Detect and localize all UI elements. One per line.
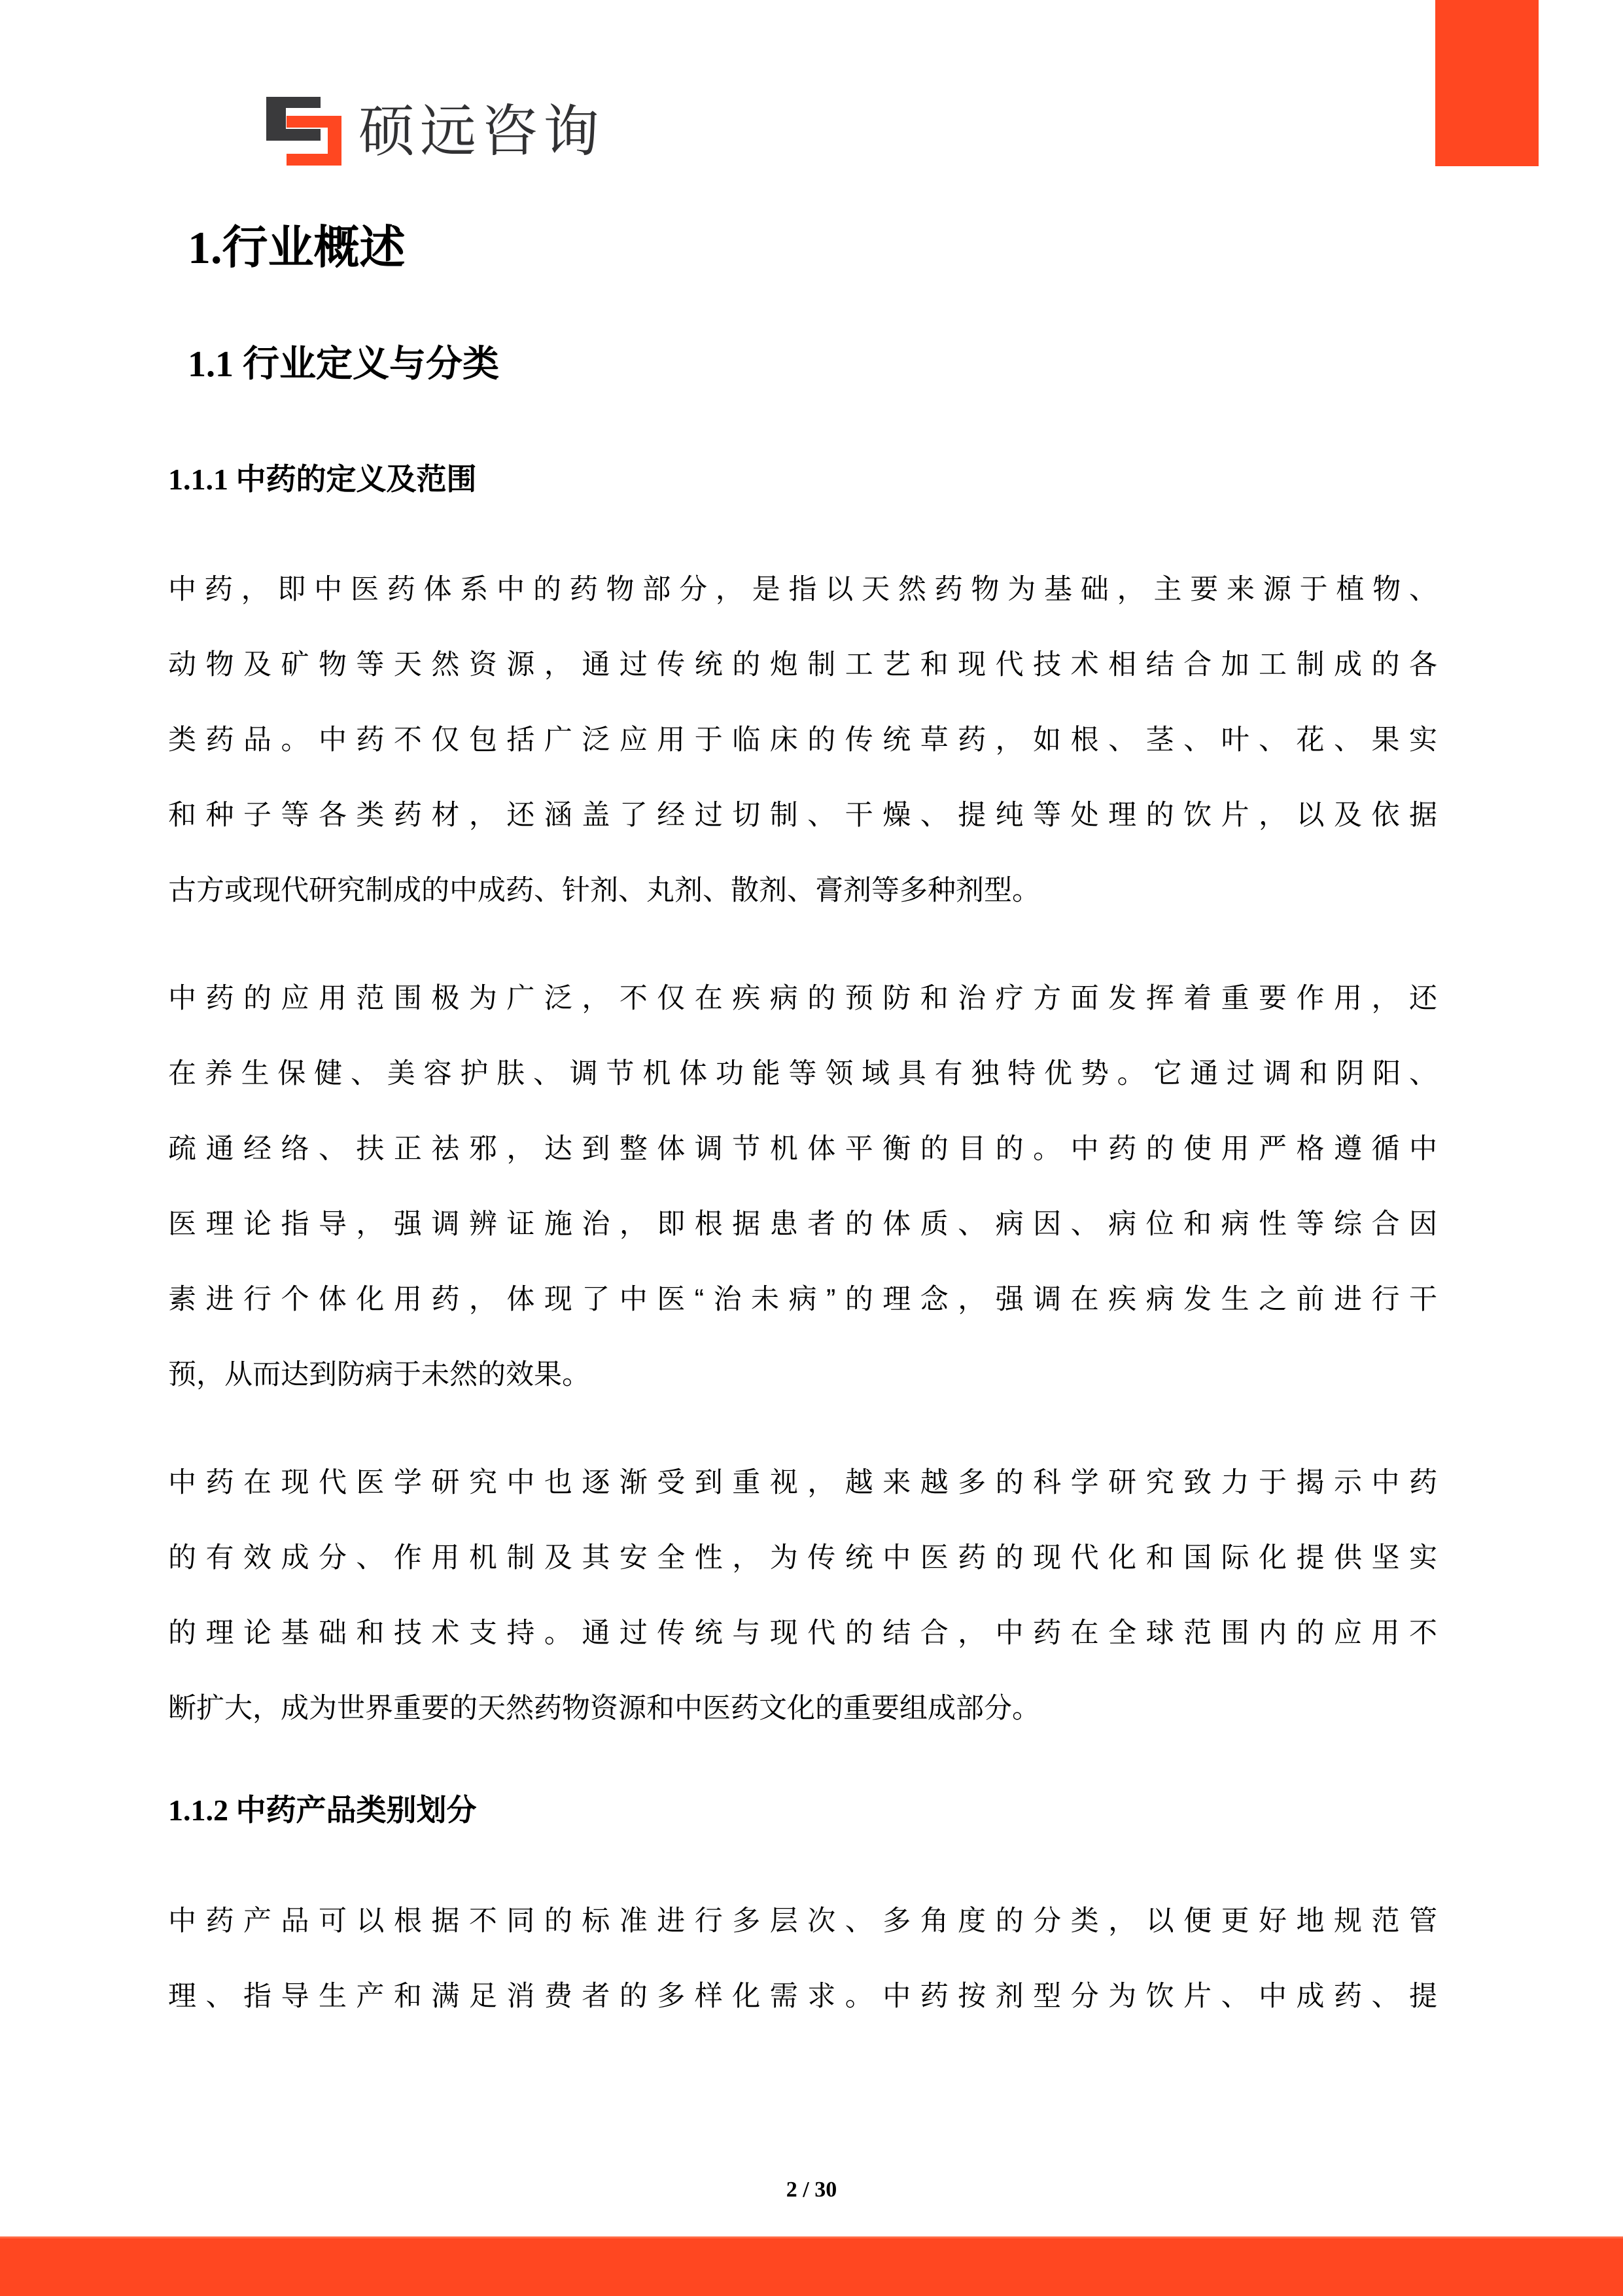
text-line: 的理论基础和技术支持。通过传统与现代的结合，中药在全球范围内的应用不	[168, 1617, 1437, 1649]
section-heading-1-1	[188, 343, 499, 385]
page-number: 2 / 30	[786, 2178, 837, 2202]
section-heading-1-1-2	[168, 1792, 477, 1829]
heading-number: 1.	[188, 223, 222, 274]
text-line: 和种子等各类药材，还涵盖了经过切制、干燥、提纯等处理的饮片，以及依据	[168, 800, 1437, 831]
heading-text: 行业定义与分类	[243, 343, 499, 384]
logo-orange-bracket-shape	[287, 116, 341, 166]
heading-text: 行业概述	[222, 222, 406, 273]
text-line: 医理论指导，强调辨证施治，即根据患者的体质、病因、病位和病性等综合因	[168, 1209, 1437, 1240]
section-heading-1-1-1	[168, 461, 477, 498]
text-line: 素进行个体化用药，体现了中医“治未病”的理念，强调在疾病发生之前进行干	[168, 1284, 1437, 1315]
heading-number: 1.1.2	[168, 1793, 236, 1827]
text-line: 动物及矿物等天然资源，通过传统的炮制工艺和现代技术相结合加工制成的各	[168, 649, 1437, 680]
heading-text: 中药的定义及范围	[236, 462, 477, 496]
text-line: 预，从而达到防病于未然的效果。	[168, 1359, 590, 1390]
text-line: 疏通经络、扶正祛邪，达到整体调节机体平衡的目的。中药的使用严格遵循中	[168, 1133, 1437, 1165]
paragraph-1	[168, 552, 1437, 928]
section-heading-1	[188, 221, 406, 275]
paragraph-2	[168, 961, 1437, 1413]
text-line: 类药品。中药不仅包括广泛应用于临床的传统草药，如根、茎、叶、花、果实	[168, 724, 1437, 756]
footer-accent-band	[0, 2236, 1623, 2296]
text-line: 理、指导生产和满足消费者的多样化需求。中药按剂型分为饮片、中成药、提	[168, 1981, 1437, 2012]
text-line: 中药产品可以根据不同的标准进行多层次、多角度的分类，以便更好地规范管	[168, 1905, 1437, 1937]
brand-logo-text: 硕远咨询	[358, 100, 604, 163]
text-line: 断扩大，成为世界重要的天然药物资源和中医药文化的重要组成部分。	[168, 1693, 1040, 1724]
brand-logo-icon	[266, 97, 341, 166]
text-line: 在养生保健、美容护肤、调节机体功能等领域具有独特优势。它通过调和阴阳、	[168, 1058, 1437, 1089]
text-line: 中药的应用范围极为广泛，不仅在疾病的预防和治疗方面发挥着重要作用，还	[168, 983, 1437, 1014]
heading-number: 1.1	[188, 344, 243, 385]
paragraph-4	[168, 1884, 1437, 2034]
heading-number: 1.1.1	[168, 463, 236, 496]
text-line: 古方或现代研究制成的中成药、针剂、丸剂、散剂、膏剂等多种剂型。	[168, 875, 1040, 906]
brand-logo	[266, 97, 604, 166]
text-line: 的有效成分、作用机制及其安全性，为传统中医药的现代化和国际化提供坚实	[168, 1542, 1437, 1574]
text-line: 中药，即中医药体系中的药物部分，是指以天然药物为基础，主要来源于植物、	[168, 574, 1437, 605]
paragraph-3	[168, 1445, 1437, 1746]
text-line: 中药在现代医学研究中也逐渐受到重视，越来越多的科学研究致力于揭示中药	[168, 1467, 1437, 1498]
heading-text: 中药产品类别划分	[236, 1793, 477, 1827]
top-right-accent-block	[1435, 0, 1539, 166]
